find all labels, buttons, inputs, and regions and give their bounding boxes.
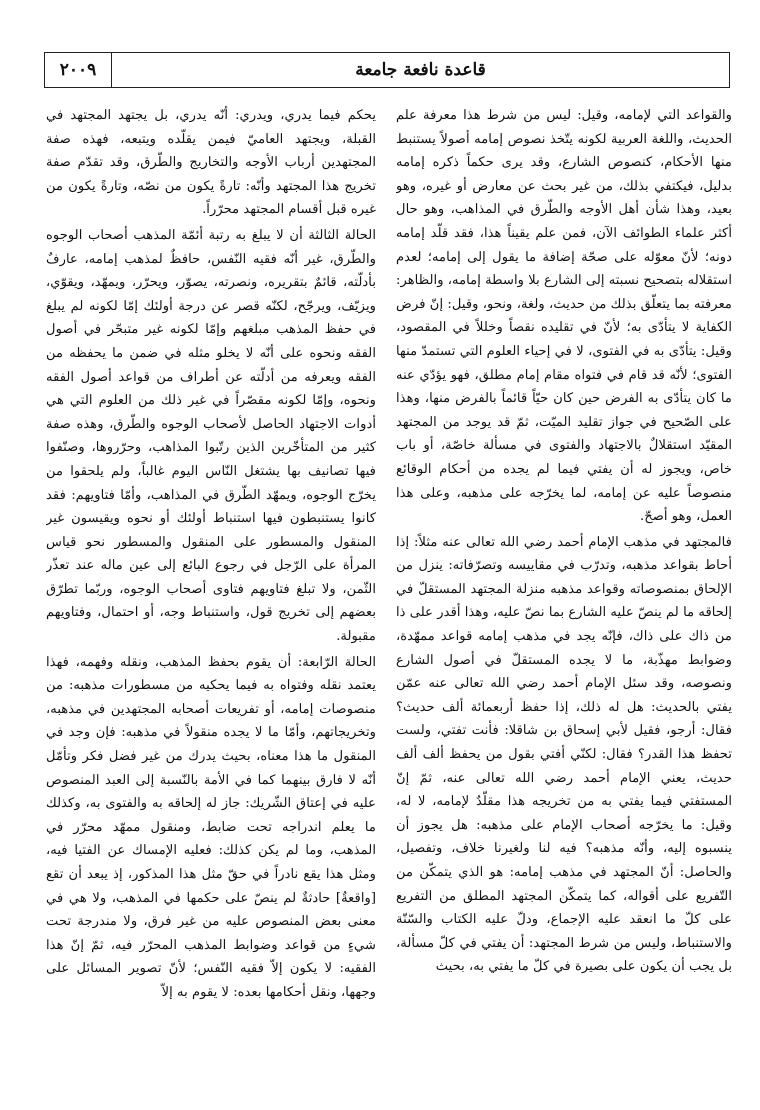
left-column: [46, 104, 376, 1094]
paragraph: يحكم فيما يدري، ويدري: أنّه يدري، بل يجتهد المجتهد في القبلة، ويجتهد العاميّ فيمن يقلّده ويتبعه، فهذه صفة المجتهدين أرباب الأوجه والتخاريج والطّرق، وقد تقدّم صفة تخريج هذا المجتهد وأنّه: تارةً يكون من نصّه، وتارةً يكون من غيره قبل أقسام المجتهد محرّراً.: [46, 108, 376, 218]
paragraph: والقواعد التي لإمامه، وقيل: ليس من شرط هذا معرفة علم الحديث، واللغة العربية لكونه يتّخذ نصوص إمامه أصولاً يستنبط منها الأحكام، كنصوص الشارع، وقد يرى حكماً ذكره إمامه بدليل، فيكتفي بذلك، من غير بحث عن معارض أو غيره، وهو بعيد، وهذا شأن أهل الأوجه والطّرق في المذاهب، وهو حال أكثر علماء الطوائف الآن، فمن علم يقيناً هذا، فقد قلّد إمامه دونه؛ لأنّ معوّله على صحّة إضافة ما يقول إلى إمامه؛ لعدم استقلاله بتصحيح نسبته إلى الشارع بلا واسطة إمامه، والظاهر: معرفته بما يتعلّق بذلك من حديث، ولغة، ونحو، وقيل: إنّ فرض الكفاية لا يتأدّى به؛ لأنّ في تقليده نقصاً وخللاً في المقصود، وقيل: يتأدّى به في الفتوى، لا في إحياء العلوم التي تستمدّ منها الفتوى؛ لأنّه قد قام في فتواه مقام إمام مطلق، فهو يؤدّي عنه ما كان يتأدّى به الفرض حين كان حيّاً قائماً بالفرض منها، وهذا على الصّحيح في جواز تقليد الميّت، ثمّ قد يوجد من المجتهد المقيّد استقلالٌ بالاجتهاد والفتوى في مسألة خاصّة، أو باب خاص، ويجوز له أن يفتي فيما لم يجده من أحكام الوقائع منصوصاً عليه عن إمامه، لما يخرّجه على مذهبه، وعلى هذا العمل، وهو أصحّ.: [396, 108, 732, 525]
paragraph: فالمجتهد في مذهب الإمام أحمد رضي الله تعالى عنه مثلاً: إذا أحاط بقواعد مذهبه، وتدرّب في مقاييسه وتصرّفاته: ينزل من الإلحاق بمنصوصاته وقواعد مذهبه منزلة المجتهد المستقلّ في إلحاقه ما لم ينصّ عليه الشارع بما نصّ عليه، وهذا أقدر على ذا من ذاك على ذاك، فإنّه يجد في مذهب إمامه قواعد ممهّدة، وضوابط مهذّبة، ما لا يجده المستقلّ في أصول الشارع ونصوصه، وقد سئل الإمام أحمد رضي الله تعالى عنه عمّن يفتي بالحديث: هل له ذلك، إذا حفظ أربعمائة ألف حديث؟ فقال: أرجو، فقيل لأبي إسحاق بن شاقلا: فأنت تفتي، ولست تحفظ هذا القدر؟ فقال: لكنّي أفتي بقول من يحفظ ألف ألف حديث، يعني الإمام أحمد رضي الله تعالى عنه، ثمّ إنّ المستفتي فيما يفتي به من تخريجه هذا مقلّدٌ لإمامه، لا له، وقيل: ما يخرّجه أصحاب الإمام على مذهبه: هل يجوز أن ينسبوه إليه، وأنّه مذهبه؟ فيه لنا ولغيرنا خلاف، وتفصيل، والحاصل: أنّ المجتهد في مذهب إمامه: هو الذي يتمكّن من التّفريع على أقواله، كما يتمكّن المجتهد المطلق من التفريع على كلّ ما انعقد عليه الإجماع، ودلّ عليه الكتاب والسّنّة والاستنباط، وليس من شرط المجتهد: أن يفتي في كلّ مسألة، بل يجب أن يكون على بصيرة في كلّ ما يفتي به، بحيث: [396, 534, 732, 975]
running-title: قاعدة نافعة جامعة: [355, 60, 486, 80]
paragraph: الحالة الثالثة أن لا يبلغ به رتبة أئمّة المذهب أصحاب الوجوه والطّرق، غير أنّه فقيه النّفس، حافظٌ لمذهب إمامه، عارفٌ بأدلّته، قائمٌ بتقريره، ونصرته، يصوّر، ويحرّر، ويمهّد، ويقوّي، ويزيّف، ويرجّح، لكنّه قصر عن درجة أولئك إمّا لكونه لم يبلغ في حفظ المذهب مبلغهم وإمّا لكونه غير متبحّر في أصول الفقه ونحوه على أنّه لا يخلو مثله في ضمن ما يحفظه من الفقه ويعرفه من أدلّته عن أطراف من قواعد أصول الفقه ونحوه، وإمّا لكونه مقصّراً في غير ذلك من العلوم التي هي أدوات الاجتهاد الحاصل لأصحاب الوجوه والطّرق، وهذه صفة كثير من المتأخّرين الذين رتّبوا المذاهب، وحرّروها، وصنّفوا فيها تصانيف بها يشتغل النّاس اليوم غالباً، ولم يلحقوا من يخرّج الوجوه، ويمهّد الطّرق في المذاهب، وأمّا فتاويهم: فقد كانوا يستنبطون فيها استنباط أولئك أو نحوه ويقيسون غير المنقول والمسطور على المنقول والمسطور نحو قياس المرأة على الرّجل في رجوع البائع إلى عين ماله عند تعذّر الثّمن، ولا تبلغ فتاويهم فتاوى أصحاب الوجوه، وربّما تطرّق بعضهم إلى تخريج قول، واستنباط وجه، أو احتمال، وفتاويهم مقبولة.: [46, 227, 376, 645]
right-column: [396, 104, 732, 1094]
page-number: ٢٠٠٩: [45, 53, 112, 87]
paragraph: الحالة الرّابعة: أن يقوم بحفظ المذهب، ونقله وفهمه، فهذا يعتمد نقله وفتواه به فيما يحكيه من مسطورات مذهبه: من منصوصات إمامه، أو تفريعات أصحابه المجتهدين في مذهبه، وتخريجاتهم، وأمّا ما لا يجده منقولاً في مذهبه: فإن وجد في المنقول ما هذا معناه، بحيث يدرك من غير فضل فكر وتأمّل أنّه لا فارق بينهما كما في الأمة بالنّسبة إلى العبد المنصوص عليه في إعتاق الشّريك: جاز له إلحاقه به والفتوى به، وكذلك ما يعلم اندراجه تحت ضابط، ومنقول ممهّد محرّر في المذهب، وما لم يكن كذلك: فعليه الإمساك عن الفتيا فيه، ومثل هذا يقع نادراً في حقّ مثل هذا المذكور، إذ يبعد أن تقع [واقعةٌ] حادثةٌ لم ينصّ على حكمها في المذهب، ولا هي في معنى بعض المنصوص عليه من غير فرق، ولا مندرجة تحت شيءٍ من قواعد وضوابط المذهب المحرّر فيه، ثمّ إنّ هذا الفقيه: لا يكون إلاّ فقيه النّفس؛ لأنّ تصوير المسائل على وجهها، ونقل أحكامها بعده: لا يقوم به إلاّ: [46, 654, 376, 1000]
page-header: [44, 52, 730, 88]
